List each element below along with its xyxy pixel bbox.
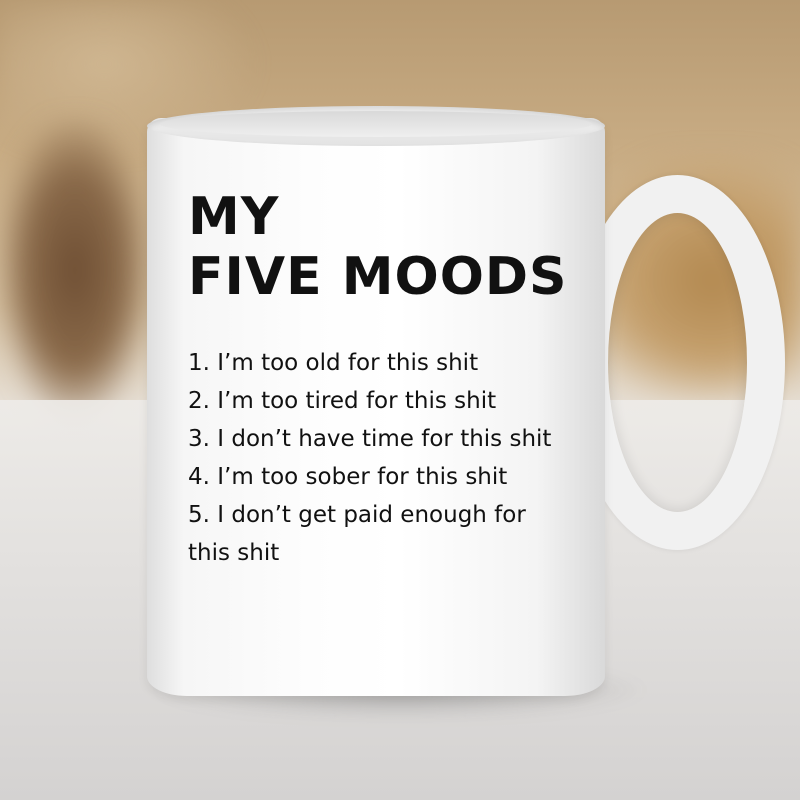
mood-item: 5. I don’t get paid enough for this shit bbox=[188, 502, 526, 566]
mood-item: 3. I don’t have time for this shit bbox=[188, 426, 552, 452]
mood-item: 2. I’m too tired for this shit bbox=[188, 388, 497, 414]
mug-title-line-1: MY bbox=[188, 187, 280, 247]
mug-title-line-2: FIVE MOODS bbox=[188, 247, 568, 307]
mug-print bbox=[188, 188, 588, 572]
mood-list bbox=[188, 344, 588, 572]
mug-rim-inner bbox=[160, 111, 592, 137]
background-blur bbox=[0, 120, 150, 420]
mood-item: 1. I’m too old for this shit bbox=[188, 350, 479, 376]
mood-item: 4. I’m too sober for this shit bbox=[188, 464, 508, 490]
